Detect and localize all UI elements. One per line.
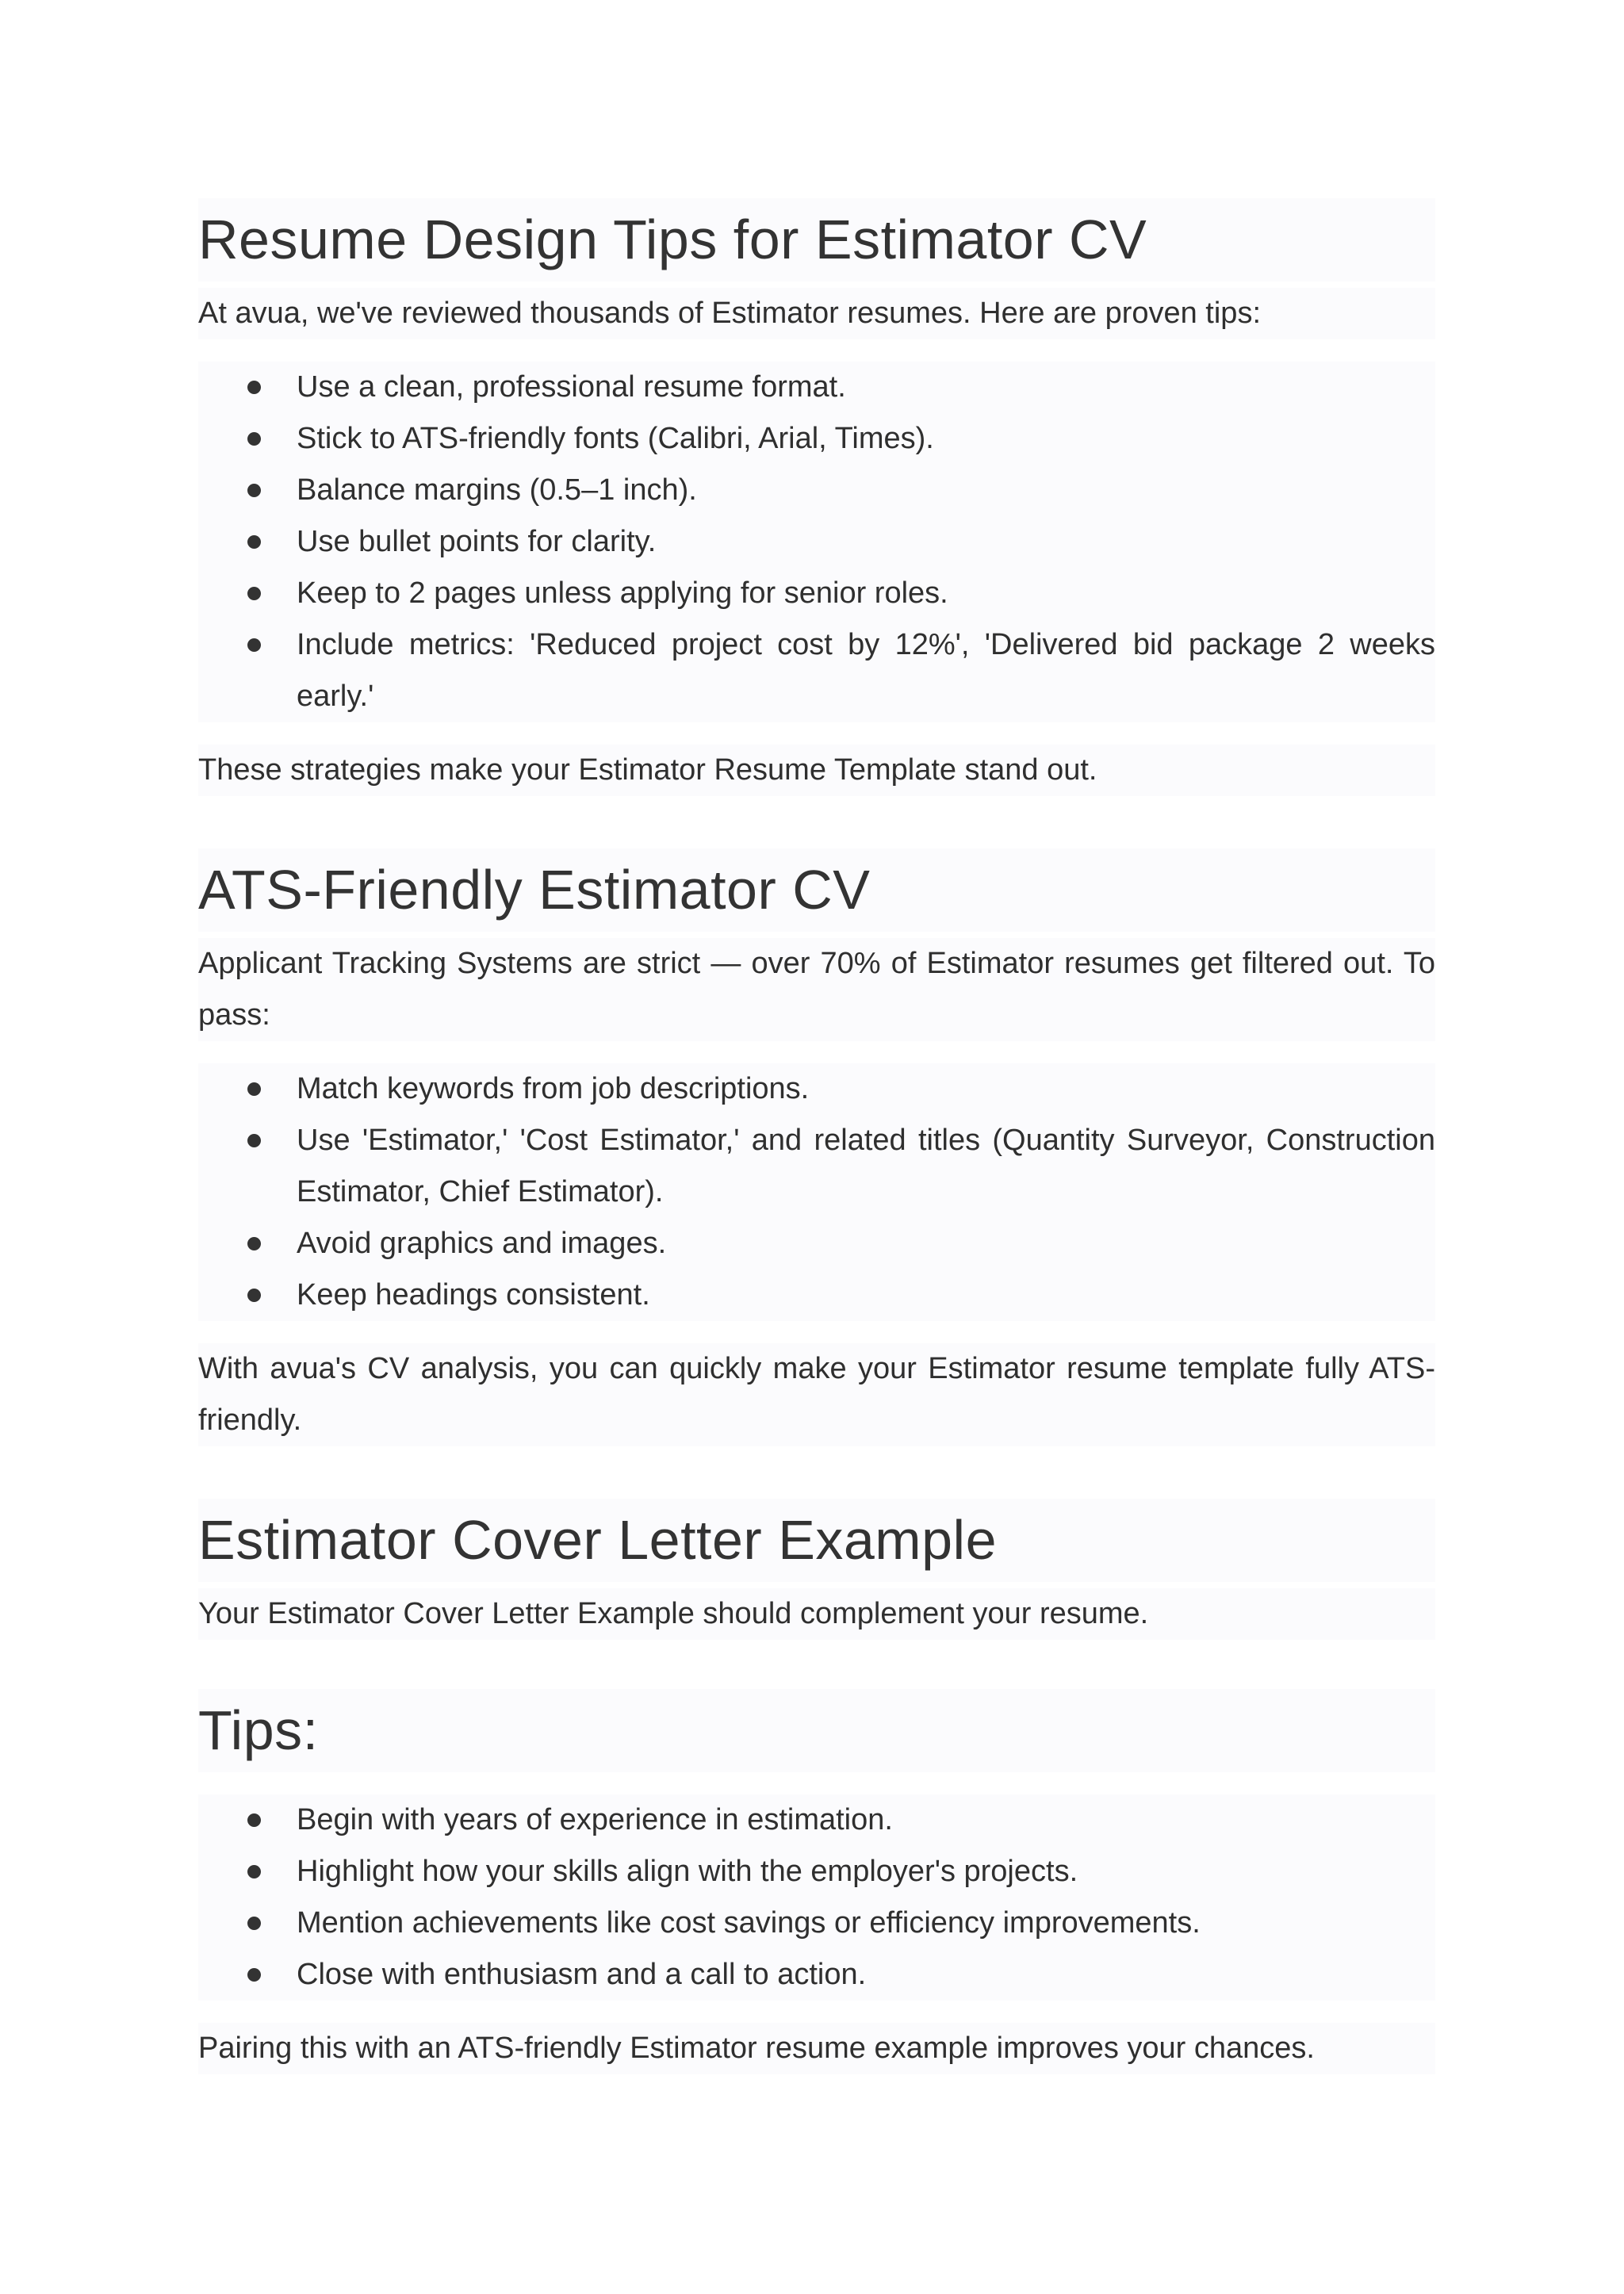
bullet-icon — [247, 535, 261, 549]
list-item: Stick to ATS-friendly fonts (Calibri, Arial, Times). — [198, 413, 1435, 465]
design-tips-list — [198, 362, 1435, 722]
bullet-icon — [247, 1865, 261, 1878]
list-item: Use bullet points for clarity. — [198, 516, 1435, 568]
section-heading-design-tips: Resume Design Tips for Estimator CV — [198, 198, 1435, 281]
ats-outro: With avua's CV analysis, you can quickly make your Estimator resume template fully ATS-friendly. — [198, 1343, 1435, 1446]
bullet-icon — [247, 1289, 261, 1302]
bullet-icon — [247, 638, 261, 652]
bullet-icon — [247, 1968, 261, 1982]
document-page — [198, 198, 1435, 2074]
cover-letter-intro: Your Estimator Cover Letter Example should complement your resume. — [198, 1588, 1435, 1640]
bullet-icon — [247, 484, 261, 497]
bullet-icon — [247, 432, 261, 446]
bullet-icon — [247, 587, 261, 600]
list-item: Use a clean, professional resume format. — [198, 362, 1435, 413]
cover-letter-tips-list — [198, 1794, 1435, 2001]
design-tips-outro: These strategies make your Estimator Resume Template stand out. — [198, 745, 1435, 796]
bullet-icon — [247, 1917, 261, 1930]
list-item: Highlight how your skills align with the employer's projects. — [198, 1846, 1435, 1898]
list-item: Close with enthusiasm and a call to action. — [198, 1949, 1435, 2001]
cover-letter-outro: Pairing this with an ATS-friendly Estimator resume example improves your chances. — [198, 2023, 1435, 2074]
design-tips-intro: At avua, we've reviewed thousands of Estimator resumes. Here are proven tips: — [198, 288, 1435, 339]
list-item: Match keywords from job descriptions. — [198, 1063, 1435, 1115]
bullet-icon — [247, 1134, 261, 1147]
list-item: Keep to 2 pages unless applying for senior roles. — [198, 568, 1435, 619]
bullet-icon — [247, 1237, 261, 1250]
list-item: Use 'Estimator,' 'Cost Estimator,' and related titles (Quantity Surveyor, Construction Estimator, Chief Estimator). — [198, 1115, 1435, 1218]
bullet-icon — [247, 381, 261, 394]
list-item: Balance margins (0.5–1 inch). — [198, 465, 1435, 516]
list-item: Keep headings consistent. — [198, 1270, 1435, 1321]
bullet-icon — [247, 1813, 261, 1827]
bullet-icon — [247, 1082, 261, 1096]
section-heading-cover-letter: Estimator Cover Letter Example — [198, 1499, 1435, 1582]
section-heading-tips: Tips: — [198, 1689, 1435, 1772]
list-item: Mention achievements like cost savings or efficiency improvements. — [198, 1898, 1435, 1949]
list-item: Begin with years of experience in estimation. — [198, 1794, 1435, 1846]
list-item: Include metrics: 'Reduced project cost by 12%', 'Delivered bid package 2 weeks early.' — [198, 619, 1435, 722]
section-heading-ats-friendly: ATS-Friendly Estimator CV — [198, 848, 1435, 932]
ats-tips-list — [198, 1063, 1435, 1321]
ats-intro: Applicant Tracking Systems are strict — over 70% of Estimator resumes get filtered out. To pass: — [198, 938, 1435, 1041]
list-item: Avoid graphics and images. — [198, 1218, 1435, 1270]
